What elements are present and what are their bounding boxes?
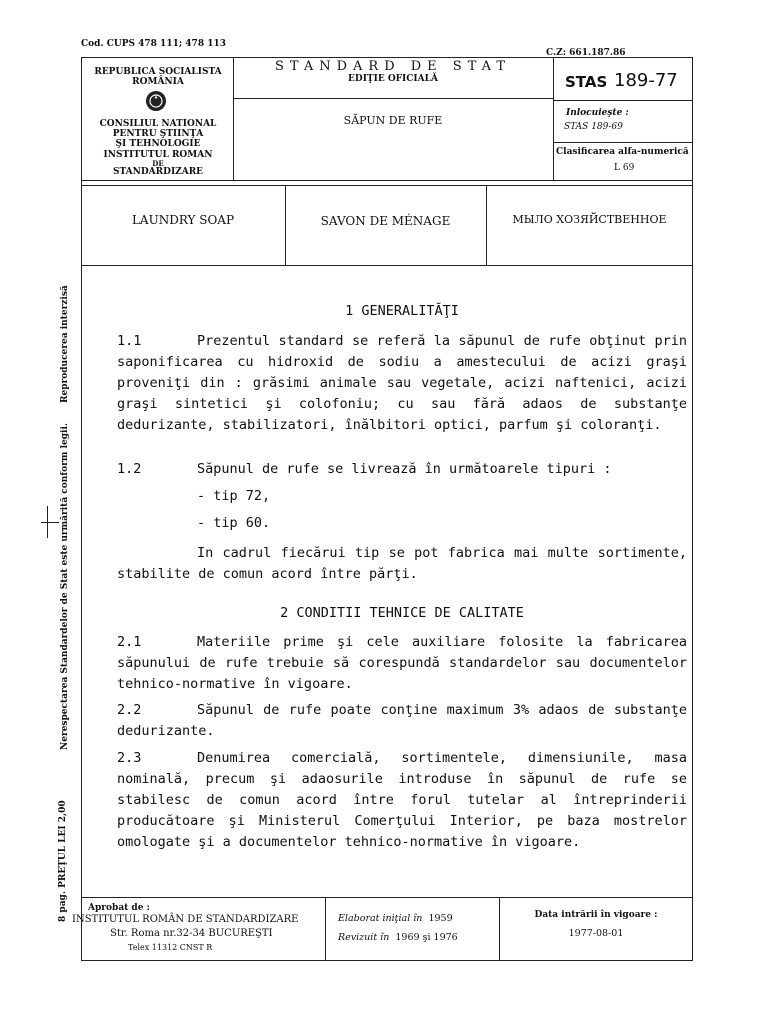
type-72: - tip 72,	[197, 488, 271, 504]
side-price: 8 pag. PREŢUL LEI 2,00	[58, 800, 68, 922]
classification-value: L 69	[614, 163, 635, 173]
council-name: CONSILIUL NATIONAL PENTRU ŞTIINŢA ŞI TEHNOLOGIE	[99, 119, 217, 149]
emblem-icon	[145, 90, 167, 112]
institute-name: INSTITUTUL ROMAN DE STANDARDIZARE	[103, 150, 213, 177]
side-law-notice: Nerespectarea Standardelor de Stat este urmărită conform legii.	[60, 423, 70, 750]
replaces-value: STAS 189-69	[564, 122, 623, 132]
stas-label: STAS	[565, 73, 608, 91]
effective-date: 1977-08-01	[568, 928, 624, 939]
approved-label: Aprobat de :	[88, 903, 150, 913]
replaces-label: Inlocuieşte :	[566, 108, 629, 118]
classification-label: Clasificarea alfa-numerică	[556, 147, 689, 157]
title-french: SAVON DE MÉNAGE	[320, 214, 451, 228]
institute-address: Str. Roma nr.32-34 BUCUREŞTI	[110, 928, 273, 939]
standard-title: STANDARD DE STAT	[274, 59, 512, 74]
side-reproduction: Reproducerea interzisă	[60, 285, 70, 403]
paragraph-2-1: 2.1 Materiile prime şi cele auxiliare folosite la fabricarea săpunului de rufe trebuie să corespundă standardelor sau documentelor tehnico-normative în vigoare.	[117, 634, 687, 692]
paragraph-2-3: 2.3 Denumirea comercială, sortimentele, dimensiunile, masa nominală, precum şi adaosurile introduse în săpunul de rufe se stabilesc de comun acord între forul tutelar al întreprinderii producătoare şi Ministerul Comerţului Interior, pe baza mostrelor omologate şi a documentelor tehnico-normative în vigoare.	[117, 750, 687, 850]
paragraph-1-1: 1.1 Prezentul standard se referă la săpunul de rufe obţinut prin saponificarea cu hidroxid de sodiu a amestecului de acizi graşi proveniţi din : grăsimi animale sau vegetale, acizi naftenici, acizi graşi sintetici şi colofoniu; cu sau fără adaos de substanţe dedurizante, stabilizatori, înălbitori optici, parfum şi coloranţi.	[117, 333, 687, 433]
cz-code: C.Z: 661.187.86	[546, 48, 626, 58]
type-60: - tip 60.	[197, 515, 271, 531]
cups-code: Cod. CUPS 478 111; 478 113	[81, 39, 227, 49]
approving-institute: INSTITUTUL ROMÂN DE STANDARDIZARE	[72, 914, 299, 925]
elaborated-initially: Elaborat iniţial în 1959	[338, 913, 453, 924]
effective-date-label: Data intrării în vigoare :	[534, 910, 658, 920]
edition-label: EDIŢIE OFICIALĂ	[348, 74, 438, 84]
stas-number: 189-77	[614, 70, 678, 91]
paragraph-1-2: 1.2 Săpunul de rufe se livrează în următoarele tipuri :	[117, 461, 612, 477]
title-russian: МЫЛО ХОЗЯЙСТВЕННОЕ	[512, 213, 667, 226]
paragraph-2-2: 2.2 Săpunul de rufe poate conţine maximum 3% adaos de substanţe dedurizante.	[117, 702, 687, 739]
title-english: LAUNDRY SOAP	[131, 213, 235, 227]
section-1-title: 1 GENERALITĂŢI	[345, 303, 459, 319]
org-republic: REPUBLICA SOCIALISTA ROMÂNIA	[94, 67, 222, 87]
institute-telex: Telex 11312 CNST R	[128, 943, 213, 952]
product-title: SĂPUN DE RUFE	[343, 114, 443, 127]
revised-in: Revizuit în 1969 şi 1976	[338, 932, 458, 943]
paragraph-1-2b: In cadrul fiecărui tip se pot fabrica mai multe sortimente, stabilite de comun acord între părţi.	[117, 545, 687, 582]
section-2-title: 2 CONDITII TEHNICE DE CALITATE	[280, 605, 524, 621]
